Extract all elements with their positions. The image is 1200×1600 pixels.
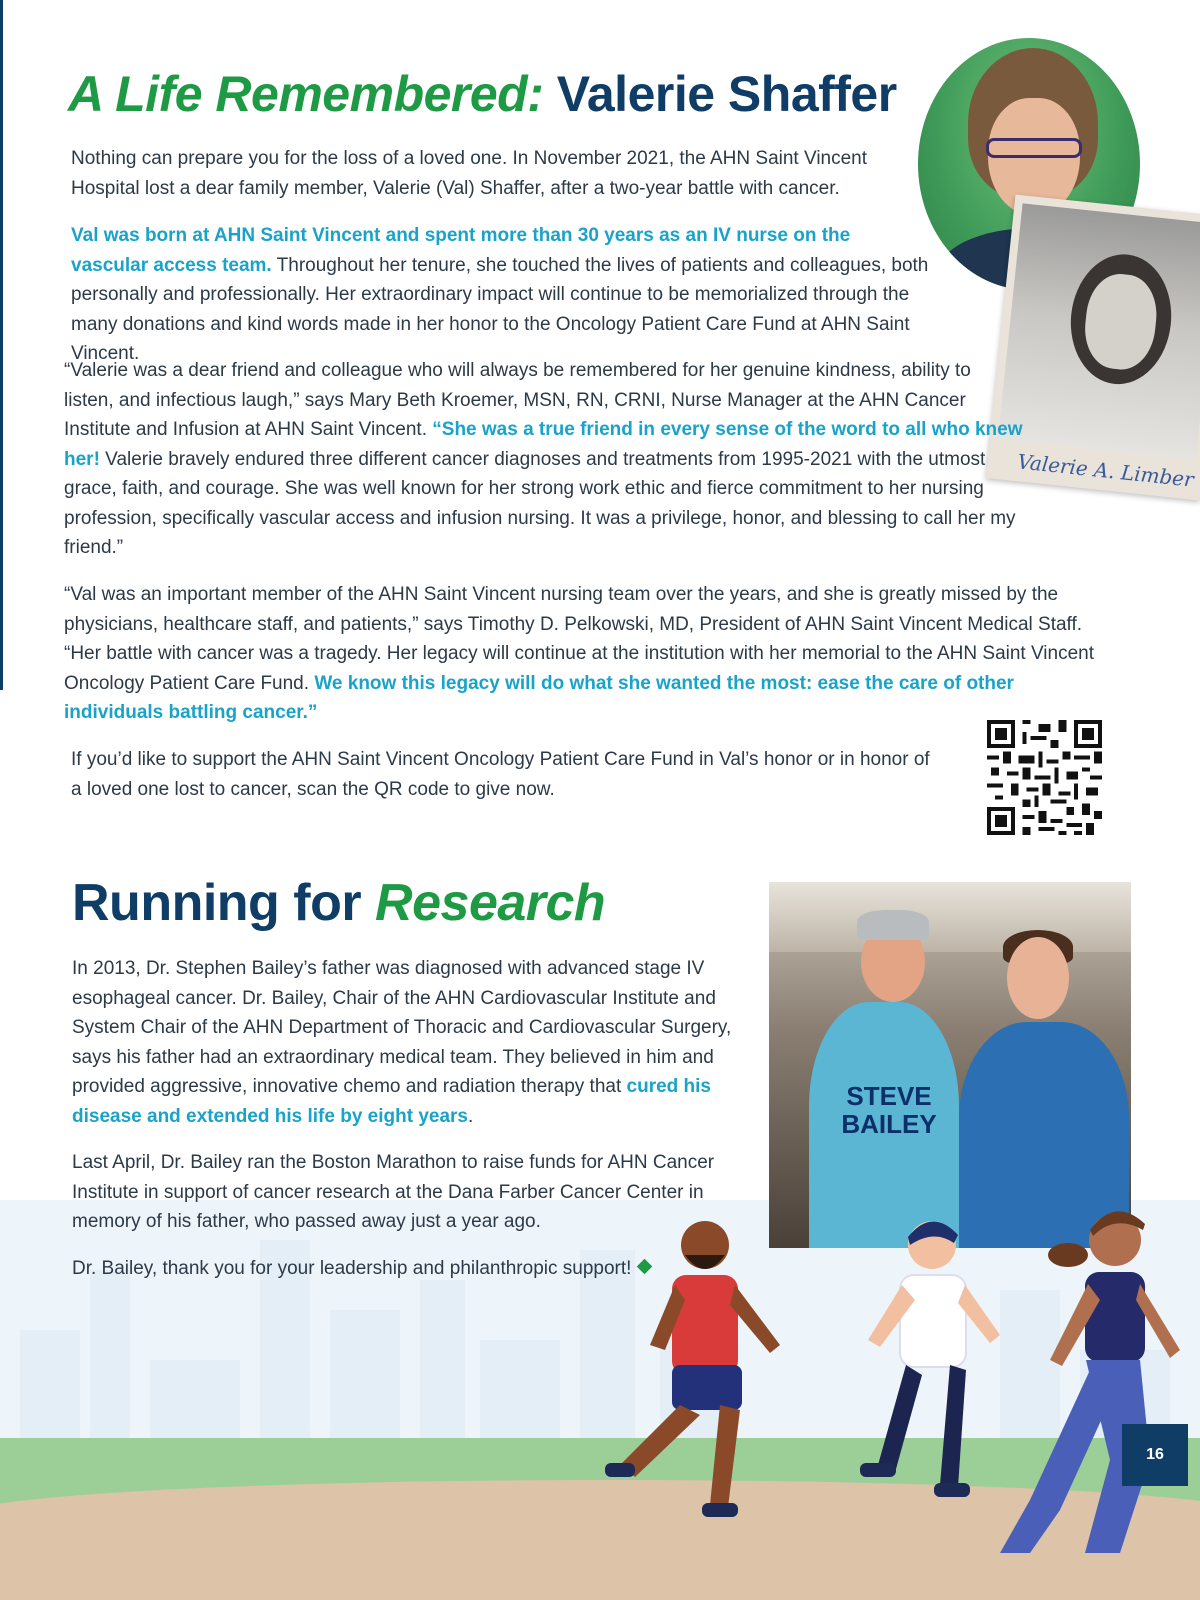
runner-man-red-tank-illustration bbox=[580, 1215, 800, 1525]
section1-paragraph-2: Val was born at AHN Saint Vincent and spent more than 30 years as an IV nurse on the vascular access team. Throughout her tenure, she touched the lives of patients and colleagues, both personally and professionally. Her extraordinary impact will continue to be memorialized through the many donations and kind words made in her honor to the Oncology Patient Care Fund at AHN Saint Vincent. bbox=[71, 225, 929, 364]
dr-bailey-marathon-photo bbox=[769, 882, 1131, 1248]
left-accent-rule bbox=[0, 0, 3, 690]
section2-paragraph-2: Last April, Dr. Bailey ran the Boston Marathon to raise funds for AHN Cancer Institute in support of cancer research at the Dana Farber Cancer Center in memory of his father, who passed away just a year ago. bbox=[72, 1152, 715, 1232]
page-number: 16 bbox=[1122, 1424, 1188, 1486]
race-bib-name: STEVE BAILEY bbox=[841, 1081, 937, 1139]
section1-quote-pelkowski: “Val was an important member of the AHN Saint Vincent nursing team over the years, and she is greatly missed by the physicians, healthcare staff, and patients,” says Timothy D. Pelkowski, MD, President of AHN Saint Vincent Medical Staff. “Her battle with cancer was a tragedy. Her legacy will continue at the institution with her memorial to the AHN Saint Vincent Oncology Patient Care Fund. We know this legacy will do what she wanted the most: ease the care of other individuals battling cancer.” bbox=[64, 584, 1095, 723]
donation-qr-code[interactable] bbox=[987, 720, 1102, 835]
section1-title: A Life Remembered: Valerie Shaffer bbox=[68, 66, 897, 122]
section2-title: Running for Research bbox=[72, 874, 606, 932]
section2-thank-you: Dr. Bailey, thank you for your leadership and philanthropic support! bbox=[72, 1254, 752, 1284]
runner-woman-ponytail-illustration bbox=[990, 1200, 1200, 1553]
signature: Valerie A. Limber bbox=[1016, 449, 1195, 492]
runner-boy-white-shirt-illustration bbox=[840, 1215, 1010, 1505]
section2-paragraph-1: In 2013, Dr. Stephen Bailey’s father was diagnosed with advanced stage IV esophageal cancer. Dr. Bailey, Chair of the AHN Cardiovascular Institute and System Chair of the AHN Department of Thoracic and Cardiovascular Surgery, says his father had an extraordinary medical team. They believed in him and provided aggressive, innovative chemo and radiation therapy that cured his disease and extended his life by eight years. bbox=[72, 958, 732, 1127]
section1-call-to-action: If you’d like to support the AHN Saint Vincent Oncology Patient Care Fund in Val’s honor or in honor of a loved one lost to cancer, scan the QR code to give now. bbox=[71, 749, 930, 800]
section1-paragraph-1: Nothing can prepare you for the loss of a loved one. In November 2021, the AHN Saint Vincent Hospital lost a dear family member, Valerie (Val) Shaffer, after a two-year battle with cancer. bbox=[71, 148, 868, 199]
section1-quote-kroemer: “Valerie was a dear friend and colleague who will always be remembered for her genuine kindness, ability to listen, and infectious laugh,” says Mary Beth Kroemer, MSN, RN, CRNI, Nurse Manager at the AHN Cancer Institute and Infusion at AHN Saint Vincent. “She was a true friend in every sense of the word to all who knew her! Valerie bravely endured three different cancer diagnoses and treatments from 1995-2021 with the utmost grace, faith, and courage. She was well known for her strong work ethic and fierce commitment to her nursing profession, specifically vascular access and infusion nursing. It was a privilege, honor, and blessing to call her my friend.” bbox=[64, 360, 1023, 558]
